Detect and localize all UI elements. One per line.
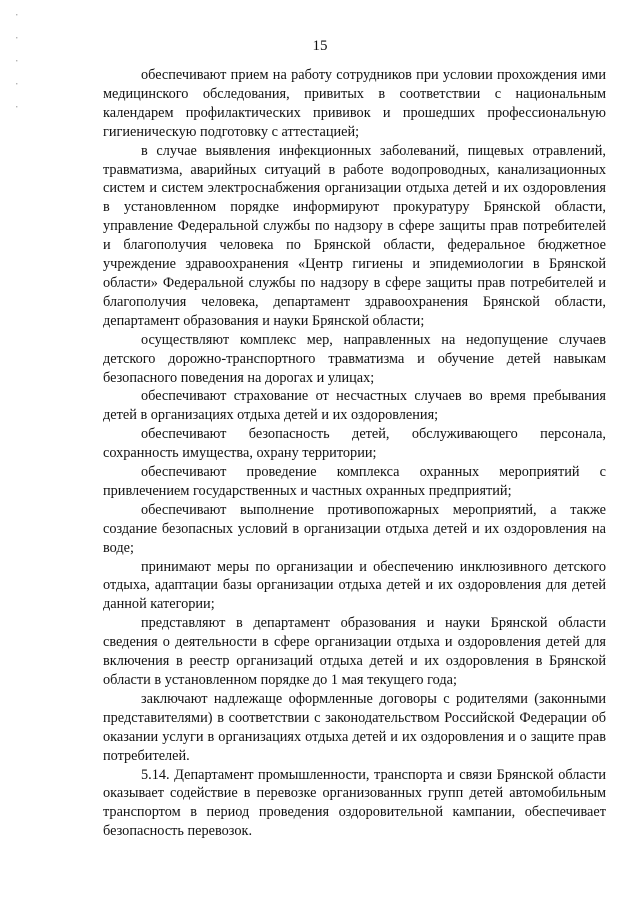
paragraph-registry-submission: представляют в департамент образования и науки Брянской области сведения о деятельности в сфере организации отдыха и оздоровления детей для включения в реестр организаций отдыха детей и их оздоровления в Брянской области в установленном порядке до 1 мая текущего года; [103,615,606,688]
paragraph-incident-reporting: в случае выявления инфекционных заболеваний, пищевых отравлений, травматизма, аварийных ситуаций в работе водопроводных, канализационных систем и систем электроснабжения организации отдыха детей и их оздоровления в установленном порядке информируют прокуратуру Брянской области, управление Федеральной службы по надзору в сфере защиты прав потребителей и благополучия человека по Брянской области, федеральное бюджетное учреждение здравоохранения «Центр гигиены и эпидемиологии в Брянской области» Федеральной службы по надзору в сфере защиты прав потребителей и благополучия человека, департамент здравоохранения Брянской области, департамент образования и науки Брянской области; [103,142,606,329]
paragraph-safety-of-children: обеспечивают безопасность детей, обслуживающего персонала, сохранность имущества, охрану территории; [103,426,606,462]
paragraph-accident-insurance: обеспечивают страхование от несчастных случаев во время пребывания детей в организациях отдыха детей и их оздоровления; [103,388,606,424]
paragraph-fire-safety: обеспечивают выполнение противопожарных мероприятий, а также создание безопасных условий в организации отдыха детей и их оздоровления на воде; [103,501,606,556]
page-number: 15 [312,38,328,54]
paragraph-security-measures: обеспечивают проведение комплекса охранных мероприятий с привлечением государственных и частных охранных предприятий; [103,464,606,499]
paragraph-inclusive-recreation: принимают меры по организации и обеспечению инклюзивного детского отдыха, адаптации базы организации отдыха детей и их оздоровления для детей данной категории; [103,558,606,613]
paragraph-staff-requirements: обеспечивают прием на работу сотрудников при условии прохождения ими медицинского обследования, привитых в соответствии с национальным календарем профилактических прививок и прошедших профессиональную гигиеническую подготовку с аттестацией; [103,67,606,140]
paragraph-parent-contracts: заключают надлежаще оформленные договоры с родителями (законными представителями) в соответствии с законодательством Российской Федерации об оказании услуги в организациях отдыха детей и их оздоровления и о защите прав потребителей. [103,690,606,764]
paragraph-road-safety: осуществляют комплекс мер, направленных на недопущение случаев детского дорожно-транспортного травматизма и обучение детей навыкам безопасного поведения на дорогах и улицах; [103,331,606,386]
document-body [103,66,606,841]
binding-margin-marks [14,0,20,120]
paragraph-section-5-14: 5.14. Департамент промышленности, транспорта и связи Брянской области оказывает содействие в перевозке организованных групп детей автомобильным транспортом в период проведения оздоровительной кампании, обеспечивает безопасность перевозок. [103,766,606,840]
